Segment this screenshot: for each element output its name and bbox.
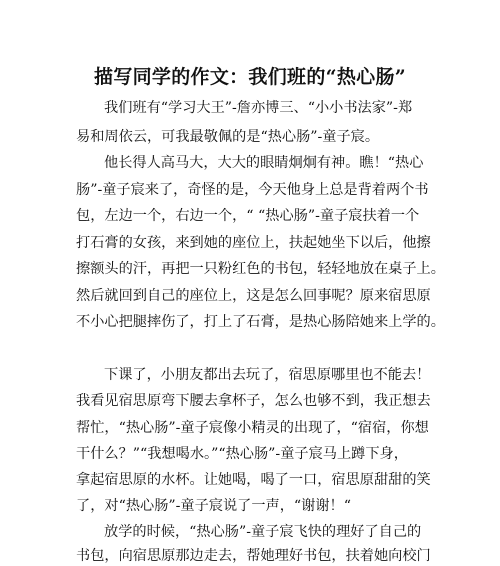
paragraph-line: 擦额头的汗，再把一只粉红色的书包，轻轻地放在桌子上。 bbox=[76, 261, 445, 277]
paragraph-line: 帮忙，“热心肠”-童子宸像小精灵的出现了，“宿宿，你想 bbox=[76, 420, 429, 436]
paragraph-line: 然后就回到自己的座位上，这是怎么回事呢？原来宿思原 bbox=[76, 288, 431, 304]
paragraph-line: 下课了，小朋友都出去玩了，宿思原哪里也不能去！ bbox=[104, 367, 431, 383]
paragraph-line: 拿起宿思原的水杯。让她喝，喝了一口，宿思原甜甜的笑 bbox=[76, 472, 431, 488]
paragraph-line: 放学的时候，“热心肠”-童子宸飞快的理好了自己的 bbox=[104, 524, 422, 540]
paragraph-line: 干什么？”“我想喝水。”“热心肠”-童子宸马上蹲下身， bbox=[76, 446, 408, 462]
paragraph-line: 打石膏的女孩，来到她的座位上，扶起她坐下以后，他擦 bbox=[76, 235, 431, 251]
paragraph-line: 肠”-童子宸来了，奇怪的是，今天他身上总是背着两个书 bbox=[76, 182, 429, 198]
document-title: 描写同学的作文：我们班的“热心肠” bbox=[94, 66, 406, 88]
paragraph-line: 书包，向宿思原那边走去，帮她理好书包，扶着她向校门 bbox=[76, 548, 431, 564]
paragraph-line: 不小心把腿摔伤了，打上了石膏，是热心肠陪她来上学的。 bbox=[76, 314, 445, 330]
paragraph-line: 我们班有“学习大王”-詹亦博三、“小小书法家”-郑 bbox=[104, 100, 413, 116]
paragraph-line: 他长得人高马大，大大的眼睛炯炯有神。瞧！“热心 bbox=[104, 155, 424, 171]
paragraph-line: 了，对“热心肠”-童子宸说了一声，“谢谢！“ bbox=[76, 498, 351, 514]
paragraph-line: 包，左边一个，右边一个，“ “热心肠”-童子宸扶着一个 bbox=[76, 208, 420, 224]
paragraph-line: 我看见宿思原弯下腰去拿杯子，怎么也够不到，我正想去 bbox=[76, 393, 431, 409]
paragraph-line: 易和周依云，可我最敬佩的是“热心肠”-童子宸。 bbox=[76, 129, 380, 145]
